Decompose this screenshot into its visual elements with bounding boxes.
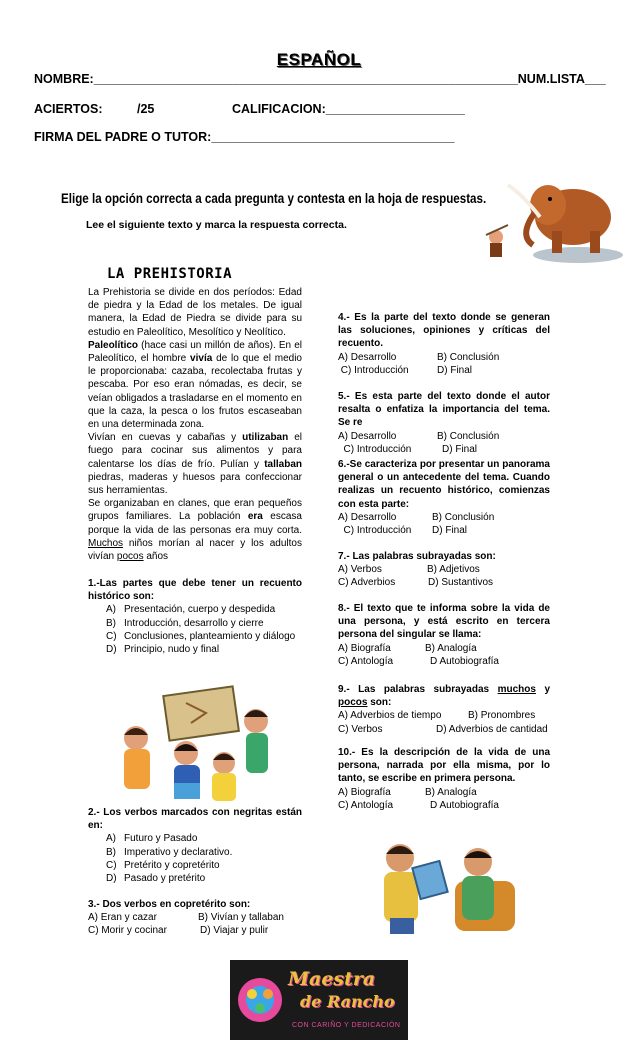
mammoth-illustration bbox=[478, 165, 628, 265]
question-4 bbox=[338, 311, 550, 377]
bold-word: era bbox=[247, 511, 263, 523]
people-talking-illustration bbox=[360, 826, 520, 936]
option-b[interactable]: B) Conclusión bbox=[432, 511, 495, 523]
option-b[interactable]: B) Vivían y tallaban bbox=[198, 912, 284, 924]
question-6 bbox=[338, 458, 550, 537]
question-text: 10.- Es la descripción de la vida de una persona, narrada por ella misma, por lo tanto, se escribe en primera persona. bbox=[338, 747, 550, 785]
question-text: 7.- Las palabras subrayadas son: bbox=[338, 551, 496, 562]
option-letter: A) bbox=[106, 604, 116, 616]
underlined-word: Muchos bbox=[88, 537, 124, 549]
option-a[interactable]: A) Desarrollo bbox=[338, 351, 397, 363]
options-row bbox=[338, 430, 550, 443]
option-a[interactable] bbox=[106, 832, 302, 845]
question-5 bbox=[338, 390, 550, 456]
question-text: 6.-Se caracteriza por presentar un panorama general o un antecedente del tema. Cuando realizas un recuento histórico, comienzas con esta parte: bbox=[338, 459, 550, 510]
option-d[interactable]: D) Final bbox=[437, 364, 473, 376]
option-b[interactable]: B) Conclusión bbox=[437, 351, 500, 363]
logo-line-3: CON CARIÑO Y DEDICACIÓN bbox=[292, 1022, 401, 1029]
maestra-de-rancho-logo bbox=[230, 960, 408, 1040]
classroom-illustration bbox=[106, 683, 286, 803]
option-text: Presentación, cuerpo y despedida bbox=[124, 604, 276, 616]
question-9 bbox=[338, 683, 550, 736]
options-row bbox=[338, 563, 550, 576]
option-letter: D) bbox=[106, 644, 117, 656]
option-text: Conclusiones, planteamiento y diálogo bbox=[124, 630, 296, 642]
text-span: y bbox=[535, 684, 551, 695]
options-row bbox=[338, 364, 550, 377]
question-3 bbox=[88, 898, 302, 938]
option-b[interactable]: B) Conclusión bbox=[437, 430, 500, 442]
nombre-field: NOMBRE:_____________________________________________________________NUM.LISTA___ bbox=[34, 72, 606, 86]
reading-paragraph-3 bbox=[88, 431, 302, 497]
option-a[interactable]: A) Desarrollo bbox=[338, 430, 397, 442]
option-c[interactable]: C) Introducción bbox=[338, 443, 412, 455]
option-letter: C) bbox=[106, 859, 117, 871]
options-row bbox=[338, 786, 550, 799]
question-7 bbox=[338, 550, 550, 590]
option-a[interactable] bbox=[106, 603, 302, 616]
option-d[interactable]: D Autobiografía bbox=[430, 799, 499, 811]
option-a[interactable]: A) Adverbios de tiempo bbox=[338, 710, 442, 722]
question-2 bbox=[88, 806, 302, 885]
options-row bbox=[338, 723, 550, 736]
question-text: 5.- Es esta parte del texto donde el autor resalta o enfatiza la importancia del tema. Se re bbox=[338, 391, 550, 429]
question-text: 8.- El texto que te informa sobre la vida de una persona, y está escrito en tercera persona del singular se llama: bbox=[338, 603, 550, 641]
firma-field: FIRMA DEL PADRE O TUTOR:___________________________________ bbox=[34, 130, 455, 144]
reading-title: LA PREHISTORIA bbox=[107, 266, 233, 282]
option-c[interactable]: C) Adverbios bbox=[338, 577, 396, 589]
option-c[interactable]: C) Morir y cocinar bbox=[88, 925, 167, 937]
options-row bbox=[338, 524, 550, 537]
question-1 bbox=[88, 577, 302, 656]
underlined-word: muchos bbox=[497, 684, 536, 695]
text-span: el fuego para cocinar sus alimentos y para calentarse los días de frío. Pulían y bbox=[88, 432, 302, 470]
option-b[interactable] bbox=[106, 617, 302, 630]
bold-word: Paleolítico bbox=[88, 339, 139, 351]
option-a[interactable]: A) Desarrollo bbox=[338, 511, 397, 523]
options-list bbox=[88, 603, 302, 656]
text-span: piedras, maderas y huesos para confeccionar sus herramientas. bbox=[88, 471, 302, 497]
question-text: 2.- Los verbos marcados con negritas están en: bbox=[88, 807, 302, 832]
option-letter: C) bbox=[106, 630, 117, 642]
option-text: Imperativo y declarativo. bbox=[124, 846, 233, 858]
option-d[interactable]: D) Final bbox=[432, 525, 468, 537]
option-b[interactable] bbox=[106, 846, 302, 859]
options-row bbox=[338, 655, 550, 668]
text-span: de lo que el medio le proporcionaba: cazaba, recolectaba frutas y pescaba. Por eso eran nómadas, es decir, se veían obligados a trasladarse en el momento en que la caza, la pesca o los frutos escaseaban en una determinada zona. bbox=[88, 353, 302, 431]
option-letter: D) bbox=[106, 873, 117, 885]
reading-text bbox=[88, 286, 302, 563]
sub-instruction: Lee el siguiente texto y marca la respuesta correcta. bbox=[86, 219, 347, 231]
option-d[interactable]: D Autobiografía bbox=[430, 655, 499, 667]
calificacion-field: CALIFICACION:____________________ bbox=[232, 102, 465, 116]
text-span: Se organizaban en clanes, que eran pequeños grupos familiares. La población bbox=[88, 498, 302, 523]
underlined-word: pocos bbox=[116, 551, 144, 563]
page-title: ESPAÑOL bbox=[276, 50, 362, 69]
option-d[interactable] bbox=[106, 643, 302, 656]
main-instruction: Elige la opción correcta a cada pregunta y contesta en la hoja de respuestas. bbox=[61, 191, 487, 206]
options-row bbox=[338, 709, 550, 722]
underlined-word: pocos bbox=[338, 697, 368, 709]
option-d[interactable]: D) Viajar y pulir bbox=[200, 925, 269, 937]
question-text: 4.- Es la parte del texto donde se generan las soluciones, opiniones y críticas del recuento. bbox=[338, 312, 550, 350]
option-c[interactable]: C) Verbos bbox=[338, 723, 383, 735]
options-row bbox=[338, 511, 550, 524]
text-span: (hace casi un millón de años). En el Paleolítico, el hombre bbox=[88, 339, 302, 365]
option-d[interactable]: D) Sustantivos bbox=[428, 577, 494, 589]
options-row bbox=[338, 443, 550, 456]
question-8 bbox=[338, 602, 550, 668]
options-row bbox=[338, 351, 550, 364]
options-row bbox=[338, 642, 550, 655]
reading-paragraph-1: La Prehistoria se divide en dos períodos: Edad de piedra y la Edad de los metales. De igual manera, la Edad de Piedra se divide para su estudio en Paleolítico, Mesolítico y Neolítico. bbox=[88, 287, 302, 338]
option-b[interactable]: B) Analogía bbox=[425, 786, 477, 798]
option-text: Futuro y Pasado bbox=[124, 833, 198, 845]
option-b[interactable]: B) Pronombres bbox=[468, 710, 536, 722]
option-c[interactable]: C) Antología bbox=[338, 799, 394, 811]
options-row bbox=[88, 924, 302, 937]
option-b[interactable]: B) Adjetivos bbox=[427, 564, 480, 576]
bold-word: utilizaban bbox=[242, 432, 289, 444]
question-text: 3.- Dos verbos en copretérito son: bbox=[88, 899, 251, 910]
option-c[interactable]: C) Introducción bbox=[338, 525, 412, 537]
question-10 bbox=[338, 746, 550, 812]
options-row bbox=[88, 911, 302, 924]
bold-word: tallaban bbox=[264, 458, 302, 470]
logo-line-2: de Rancho bbox=[300, 992, 395, 1011]
aciertos-total: /25 bbox=[137, 102, 155, 116]
text-span: 9.- Las palabras subrayadas bbox=[338, 684, 498, 695]
options-list bbox=[88, 832, 302, 885]
options-row bbox=[338, 576, 550, 589]
option-text: Principio, nudo y final bbox=[124, 644, 220, 656]
text-span: Vivían en cuevas y cabañas y bbox=[88, 432, 243, 444]
text-span: escasa porque la vida de las personas era muy corta. bbox=[88, 511, 302, 536]
option-b[interactable]: B) Analogía bbox=[425, 642, 477, 654]
option-d[interactable] bbox=[106, 872, 302, 885]
logo-line-1: Maestra bbox=[288, 968, 376, 990]
option-text: Pretérito y copretérito bbox=[124, 859, 220, 871]
option-text: Introducción, desarrollo y cierre bbox=[124, 617, 264, 629]
text-span: son: bbox=[367, 697, 392, 709]
option-c[interactable] bbox=[106, 859, 302, 872]
option-c[interactable]: C) Antología bbox=[338, 655, 394, 667]
reading-paragraph-2 bbox=[88, 339, 302, 431]
option-text: Pasado y pretérito bbox=[124, 873, 206, 885]
question-text: 1.-Las partes que debe tener un recuento histórico son: bbox=[88, 578, 302, 603]
text-span: años bbox=[143, 551, 169, 563]
option-d[interactable]: D) Final bbox=[442, 443, 478, 455]
reading-paragraph-4 bbox=[88, 497, 302, 563]
option-letter: B) bbox=[106, 846, 116, 858]
option-letter: B) bbox=[106, 617, 116, 629]
question-text bbox=[338, 683, 550, 709]
option-a[interactable]: A) Verbos bbox=[338, 564, 382, 576]
option-letter: A) bbox=[106, 833, 116, 845]
option-d[interactable]: D) Adverbios de cantidad bbox=[436, 723, 548, 735]
option-c[interactable]: C) Introducción bbox=[338, 364, 409, 376]
option-a[interactable]: A) Biografía bbox=[338, 642, 391, 654]
bold-word: vivía bbox=[190, 353, 213, 365]
option-c[interactable] bbox=[106, 630, 302, 643]
options-row bbox=[338, 799, 550, 812]
text-span: niños morían al nacer y los adultos vivían bbox=[88, 537, 302, 563]
aciertos-label: ACIERTOS: bbox=[34, 102, 103, 116]
option-a[interactable]: A) Eran y cazar bbox=[88, 912, 157, 924]
option-a[interactable]: A) Biografía bbox=[338, 786, 391, 798]
